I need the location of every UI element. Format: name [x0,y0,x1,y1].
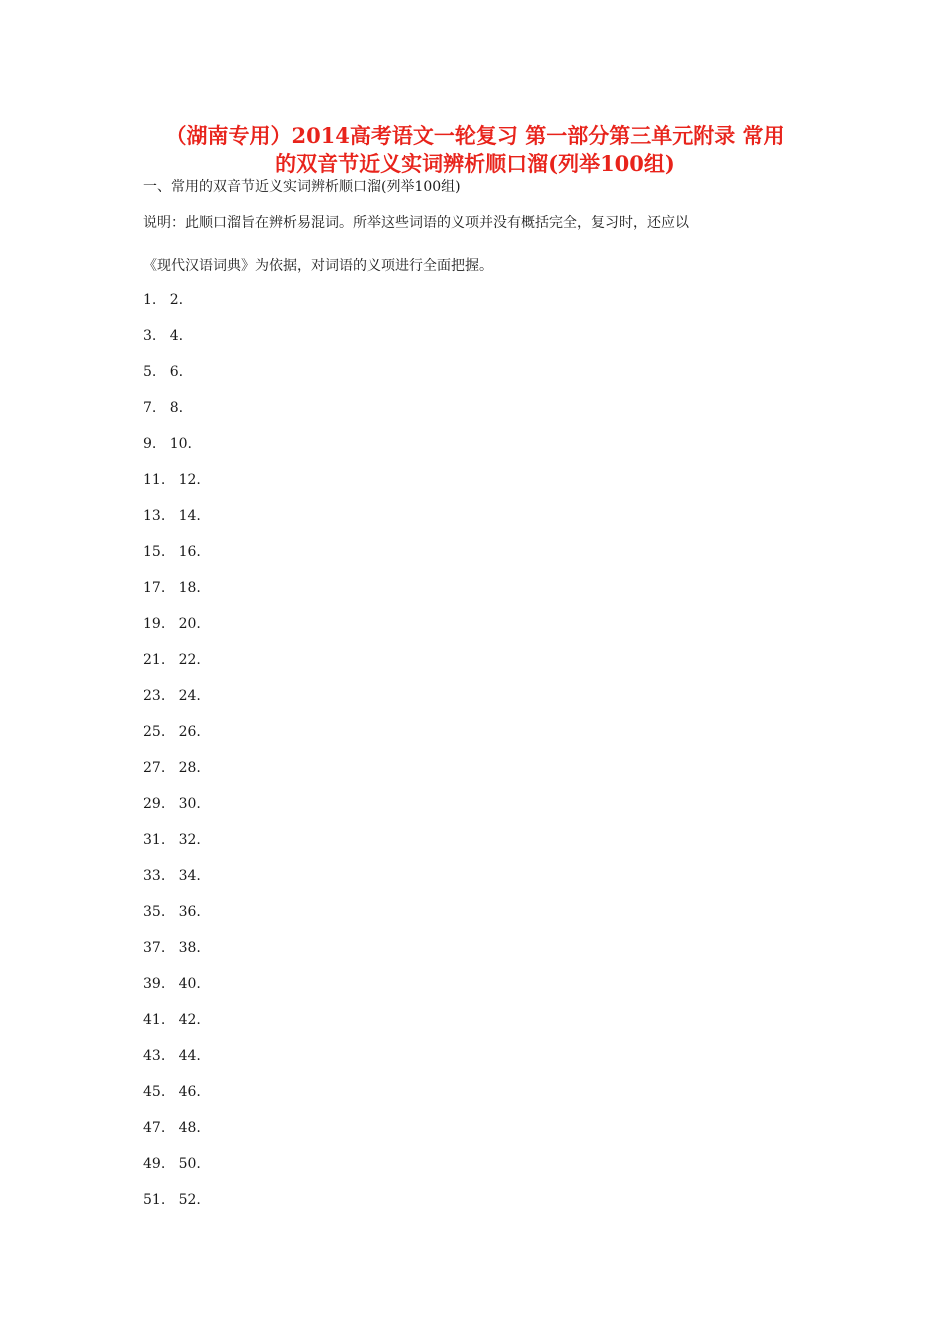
list-item: 1. 2. [143,292,184,308]
list-item: 49. 50. [143,1156,201,1172]
list-item: 33. 34. [143,868,201,884]
note-line-2: 《现代汉语词典》为依据，对词语的义项进行全面把握。 [143,258,493,274]
numbered-list [143,291,201,1227]
list-item: 9. 10. [143,436,192,452]
document-title [100,122,850,178]
title-line-1: （湖南专用）2014高考语文一轮复习 第一部分第三单元附录 常用 [165,123,785,148]
list-item: 7. 8. [143,400,184,416]
list-item: 19. 20. [143,616,201,632]
list-item: 17. 18. [143,580,201,596]
list-item: 21. 22. [143,652,201,668]
list-item: 39. 40. [143,976,201,992]
list-item: 43. 44. [143,1048,201,1064]
section-heading: 一、常用的双音节近义实词辨析顺口溜(列举100组) [143,179,461,195]
list-item: 41. 42. [143,1012,201,1028]
list-item: 51. 52. [143,1192,201,1208]
list-item: 35. 36. [143,904,201,920]
list-item: 11. 12. [143,472,201,488]
list-item: 45. 46. [143,1084,201,1100]
list-item: 37. 38. [143,940,201,956]
list-item: 31. 32. [143,832,201,848]
list-item: 3. 4. [143,328,184,344]
list-item: 15. 16. [143,544,201,560]
list-item: 29. 30. [143,796,201,812]
list-item: 5. 6. [143,364,184,380]
note-line-1: 说明：此顺口溜旨在辨析易混词。所举这些词语的义项并没有概括完全，复习时，还应以 [143,215,689,231]
list-item: 47. 48. [143,1120,201,1136]
list-item: 25. 26. [143,724,201,740]
list-item: 23. 24. [143,688,201,704]
list-item: 27. 28. [143,760,201,776]
title-line-2: 的双音节近义实词辨析顺口溜(列举100组) [275,151,675,176]
list-item: 13. 14. [143,508,201,524]
